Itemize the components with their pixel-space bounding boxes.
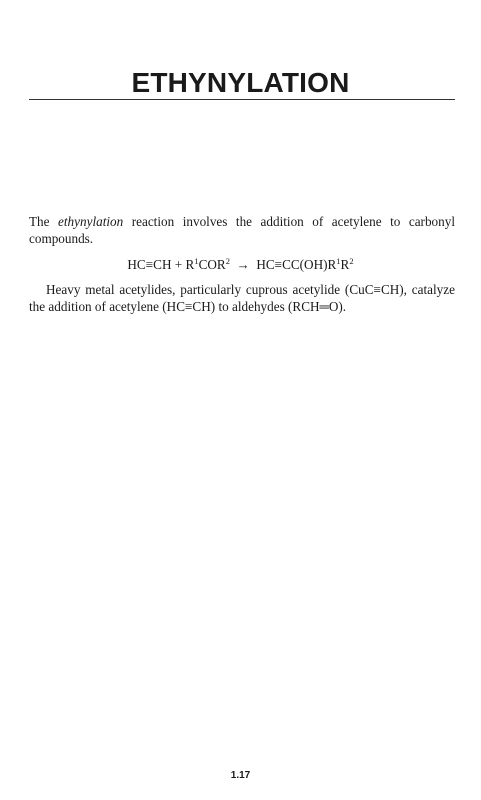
intro-text-end: reaction involves the addition of acetylene to carbonyl compounds.: [29, 214, 455, 246]
intro-paragraph: [29, 213, 455, 247]
equation-arrow: →: [236, 257, 250, 272]
equation-product: HC≡CC(OH)R: [256, 257, 337, 272]
equation-superscript-4: 2: [349, 256, 354, 266]
intro-term-ethynylation: ethynylation: [58, 214, 124, 229]
page-number: 1.17: [230, 770, 251, 781]
catalyst-paragraph: Heavy metal acetylides, particularly cuprous acetylide (CuC≡CH), catalyze the addition of acetylene (HC≡CH) to aldehydes (RCH═O).: [29, 282, 455, 314]
equation-superscript-1: 1: [194, 256, 199, 266]
title-rule: [29, 99, 455, 100]
equation-superscript-3: 1: [336, 256, 341, 266]
reaction-equation: [0, 256, 481, 273]
equation-reactants: HC≡CH + R: [127, 257, 195, 272]
equation-product-r2: R: [340, 257, 350, 272]
page-title: ETHYNYLATION: [131, 67, 350, 98]
equation-carbonyl: COR: [198, 257, 226, 272]
equation-superscript-2: 2: [225, 256, 230, 266]
intro-text-start: The: [29, 214, 59, 229]
